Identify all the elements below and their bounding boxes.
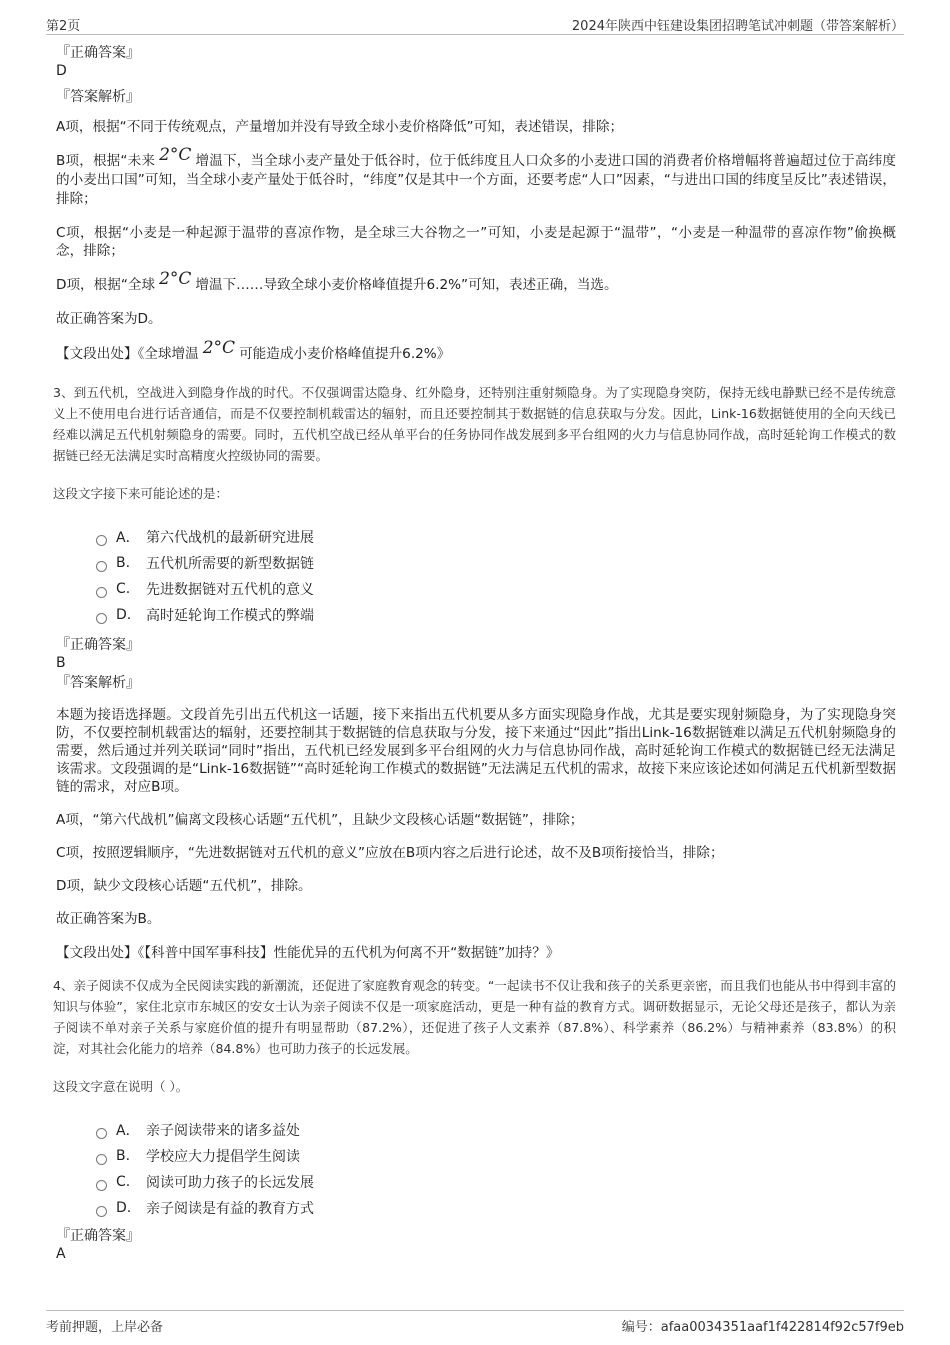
analysis-text: 增温下……导致全球小麦价格峰值提升6.2%”可知，表述正确，当选。 (195, 277, 618, 293)
option-text: 亲子阅读是有益的教育方式 (146, 1201, 314, 1217)
analysis-conclusion: 故正确答案为B。 (56, 911, 161, 927)
correct-answer: A (56, 1246, 66, 1262)
analysis-option-d (56, 269, 896, 295)
question-3-text: 3、到五代机，空战进入到隐身作战的时代。不仅强调雷达隐身、红外隐身，还特别注重射频隐身。为了实现隐身突防，保持无线电静默已经不是传统意义上不使用电台进行话音通信，而是不仅要控制机载雷达的辐射，而且还要控制其于数据链的信息获取与分发。因此，Link-16数据链使用的全向天线已经难以满足五代机射频隐身的需要。同时，五代机空战已经从单平台的任务协同作战发展到多平台组网的火力与信息协同作战，高时延轮询工作模式的数据链已经无法满足实时高精度火控级协同的需要。 (53, 385, 896, 463)
analysis-conclusion: 故正确答案为D。 (56, 311, 162, 327)
option-text: 五代机所需要的新型数据链 (146, 556, 314, 572)
option-c[interactable] (96, 576, 896, 602)
radio-icon[interactable] (96, 1128, 107, 1139)
analysis-option-b (56, 145, 896, 209)
source-citation: 【文段出处】《【科普中国军事科技】性能优异的五代机为何离不开“数据链”加持？》 (56, 945, 560, 961)
analysis-text: D项，根据“全球 (56, 277, 156, 293)
temperature-formula: 2°C (159, 145, 192, 165)
analysis-text: 增温下，当全球小麦产量处于低谷时，位于低纬度且人口众多的小麦进口国的消费者价格增幅将普遍超过位于高纬度的小麦出口国”可知，当全球小麦产量处于低谷时，“纬度”仅是其中一个方面，还要考虑“人口”因素，“与进出口国的纬度呈反比”表述错误，排除； (56, 153, 896, 207)
question-3-options (96, 524, 896, 628)
radio-icon[interactable] (96, 613, 107, 624)
page-number: 第2页 (46, 19, 81, 34)
option-d[interactable] (96, 602, 896, 628)
radio-icon[interactable] (96, 1154, 107, 1165)
correct-answer-label: 『正确答案』 (56, 1228, 140, 1244)
option-text: 学校应大力提倡学生阅读 (146, 1149, 300, 1165)
option-text: 第六代战机的最新研究进展 (146, 530, 314, 546)
option-letter: D. (116, 1200, 132, 1216)
analysis-text: B项，根据“未来 (56, 153, 156, 169)
option-letter: B. (116, 1148, 131, 1164)
option-d[interactable] (96, 1195, 896, 1221)
source-text: 可能造成小麦价格峰值提升6.2%》 (239, 346, 451, 362)
question-4-text: 4、亲子阅读不仅成为全民阅读实践的新潮流，还促进了家庭教育观念的转变。“一起读书不仅让我和孩子的关系更亲密，而且我们也能从书中得到丰富的知识与体验”，家住北京市东城区的安女士认为亲子阅读不仅是一项家庭活动，更是一种有益的教育方式。调研数据显示，无论父母还是孩子，都认为亲子阅读不单对亲子关系与家庭价值的提升有明显帮助（87.2%），还促进了孩子人文素养（87.8%）、科学素养（86.2%）与精神素养（83.8%）的积淀，对其社会化能力的培养（84.8%）也可助力孩子的长远发展。 (53, 978, 896, 1056)
analysis-label: 『答案解析』 (56, 675, 140, 691)
option-b[interactable] (96, 550, 896, 576)
correct-answer: B (56, 655, 66, 671)
page-header (46, 12, 904, 35)
question-4-options (96, 1117, 896, 1221)
option-letter: C. (116, 1174, 131, 1190)
option-c[interactable] (96, 1169, 896, 1195)
analysis-option-c: C项，根据“小麦是一种起源于温带的喜凉作物，是全球三大谷物之一”可知，小麦是起源于“温带”，“小麦是一种温带的喜凉作物”偷换概念，排除； (56, 225, 896, 259)
option-a[interactable] (96, 524, 896, 550)
option-text: 先进数据链对五代机的意义 (146, 582, 314, 598)
option-b[interactable] (96, 1143, 896, 1169)
question-3-prompt: 这段文字接下来可能论述的是： (53, 486, 229, 501)
option-text: 高时延轮询工作模式的弊端 (146, 608, 314, 624)
radio-icon[interactable] (96, 535, 107, 546)
analysis-option-a: A项，“第六代战机”偏离文段核心话题“五代机”，且缺少文段核心话题“数据链”，排除； (56, 812, 584, 828)
temperature-formula: 2°C (159, 269, 192, 289)
page-content (53, 44, 896, 1271)
correct-answer: D (56, 63, 67, 79)
analysis-option-c: C项，按照逻辑顺序，“先进数据链对五代机的意义”应放在B项内容之后进行论述，故不及B项衔接恰当，排除； (56, 845, 724, 861)
radio-icon[interactable] (96, 1206, 107, 1217)
option-text: 阅读可助力孩子的长远发展 (146, 1175, 314, 1191)
option-text: 亲子阅读带来的诸多益处 (146, 1123, 300, 1139)
analysis-label: 『答案解析』 (56, 89, 140, 105)
analysis-option-d: D项，缺少文段核心话题“五代机”，排除。 (56, 878, 312, 894)
option-a[interactable] (96, 1117, 896, 1143)
option-letter: A． (116, 1123, 140, 1139)
radio-icon[interactable] (96, 561, 107, 572)
source-citation (56, 338, 896, 364)
document-code: 编号：afaa0034351aaf1f422814f92c57f9eb (621, 1320, 904, 1335)
source-text: 【文段出处】《全球增温 (56, 346, 199, 362)
option-letter: C. (116, 581, 131, 597)
correct-answer-label: 『正确答案』 (56, 45, 140, 61)
option-letter: A． (116, 530, 140, 546)
question-4-prompt: 这段文字意在说明（ ）。 (53, 1079, 189, 1094)
option-letter: D. (116, 607, 132, 623)
analysis-main: 本题为接语选择题。文段首先引出五代机这一话题，接下来指出五代机要从多方面实现隐身作战，尤其是要实现射频隐身，为了实现隐身突防，不仅要控制机载雷达的辐射，还要控制其于数据链的信息获取与分发，接下来通过“因此”指出Link-16数据链难以满足五代机射频隐身的需要，然后通过并列关联词“同时”指出，五代机已经发展到多平台组网的火力与信息协同作战，高时延轮询工作模式的数据链已经无法满足该需求。文段强调的是“Link-16数据链”“高时延轮询工作模式的数据链”无法满足五代机的需求，故接下来应该论述如何满足五代机新型数据链的需求，对应B项。 (56, 707, 896, 795)
correct-answer-label: 『正确答案』 (56, 637, 140, 653)
radio-icon[interactable] (96, 1180, 107, 1191)
temperature-formula: 2°C (202, 338, 236, 358)
option-letter: B. (116, 555, 131, 571)
page-footer (46, 1310, 904, 1335)
document-title: 2024年陕西中钰建设集团招聘笔试冲刺题（带答案解析） (571, 19, 904, 34)
radio-icon[interactable] (96, 587, 107, 598)
footer-slogan: 考前押题，上岸必备 (46, 1320, 164, 1335)
analysis-option-a: A项，根据“不同于传统观点，产量增加并没有导致全球小麦价格降低”可知，表述错误，排除； (56, 119, 624, 135)
